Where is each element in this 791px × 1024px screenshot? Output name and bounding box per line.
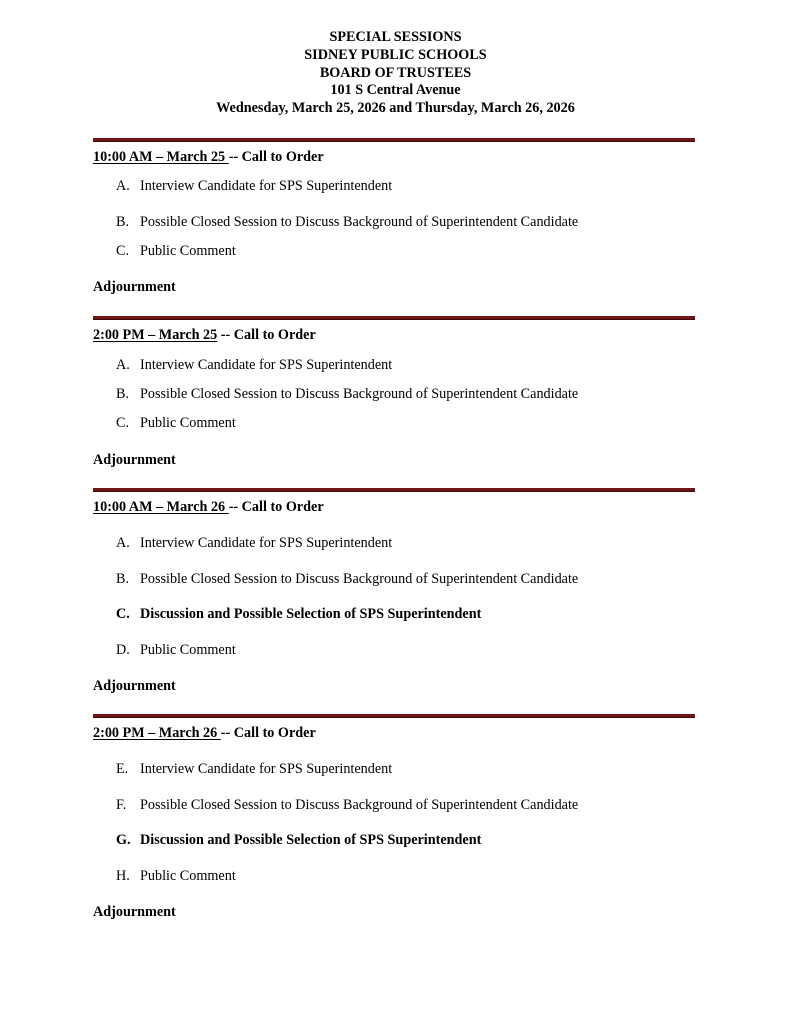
agenda-item xyxy=(116,213,578,231)
call-to-order: -- Call to Order xyxy=(217,327,316,343)
call-to-order: -- Call to Order xyxy=(228,149,324,165)
item-text: Interview Candidate for SPS Superintendent xyxy=(140,761,393,777)
agenda-item-highlighted xyxy=(116,831,481,849)
call-to-order: -- Call to Order xyxy=(228,499,324,515)
item-letter: E. xyxy=(116,761,129,777)
item-letter: F. xyxy=(116,797,127,813)
item-text: Possible Closed Session to Discuss Background of Superintendent Candidate xyxy=(140,214,579,230)
agenda-item xyxy=(116,242,236,260)
call-to-order: -- Call to Order xyxy=(220,725,316,741)
item-text: Public Comment xyxy=(140,415,236,431)
item-text: Interview Candidate for SPS Superintendent xyxy=(140,357,393,373)
item-text: Possible Closed Session to Discuss Background of Superintendent Candidate xyxy=(140,797,579,813)
adjournment: Adjournment xyxy=(93,279,176,295)
agenda-item xyxy=(116,414,236,432)
header-board: BOARD OF TRUSTEES xyxy=(319,64,472,81)
header-district: SIDNEY PUBLIC SCHOOLS xyxy=(304,46,487,63)
session-time: 2:00 PM – March 25 xyxy=(93,327,218,343)
item-letter: A. xyxy=(116,357,130,373)
section-divider xyxy=(93,488,695,492)
session-heading xyxy=(93,724,316,742)
header-session-type: SPECIAL SESSIONS xyxy=(329,29,462,45)
item-letter: A. xyxy=(116,178,130,194)
session-heading xyxy=(93,148,324,166)
session-time: 2:00 PM – March 26 xyxy=(93,725,221,741)
adjournment: Adjournment xyxy=(93,904,176,920)
item-letter: H. xyxy=(116,868,130,884)
section-divider xyxy=(93,714,695,718)
item-letter: B. xyxy=(116,214,130,230)
agenda-item xyxy=(116,760,392,778)
session-heading xyxy=(93,326,316,344)
item-letter: C. xyxy=(116,415,130,431)
item-text: Discussion and Possible Selection of SPS Superintendent xyxy=(140,606,482,622)
agenda-item xyxy=(116,867,236,885)
document-header xyxy=(0,29,791,118)
adjournment: Adjournment xyxy=(93,678,176,694)
agenda-item xyxy=(116,385,578,403)
session-heading xyxy=(93,498,324,516)
item-letter: B. xyxy=(116,386,130,402)
item-letter: B. xyxy=(116,571,130,587)
item-letter: C. xyxy=(116,243,130,259)
session-time: 10:00 AM – March 26 xyxy=(93,499,229,515)
item-letter: D. xyxy=(116,642,130,658)
item-text: Public Comment xyxy=(140,642,236,658)
agenda-item xyxy=(116,534,392,552)
agenda-item xyxy=(116,356,392,374)
item-text: Possible Closed Session to Discuss Background of Superintendent Candidate xyxy=(140,571,579,587)
section-divider xyxy=(93,138,695,142)
section-divider xyxy=(93,316,695,320)
adjournment: Adjournment xyxy=(93,452,176,468)
item-letter: G. xyxy=(116,832,131,848)
agenda-item xyxy=(116,641,236,659)
item-letter: C. xyxy=(116,606,130,622)
item-text: Possible Closed Session to Discuss Background of Superintendent Candidate xyxy=(140,386,579,402)
item-letter: A. xyxy=(116,535,130,551)
header-dates: Wednesday, March 25, 2026 and Thursday, March 26, 2026 xyxy=(216,100,575,117)
session-time: 10:00 AM – March 25 xyxy=(93,149,229,165)
agenda-item-highlighted xyxy=(116,605,481,623)
item-text: Public Comment xyxy=(140,243,236,259)
agenda-item xyxy=(116,177,392,195)
agenda-item xyxy=(116,796,578,814)
header-address: 101 S Central Avenue xyxy=(330,82,461,99)
item-text: Public Comment xyxy=(140,868,236,884)
agenda-item xyxy=(116,570,578,588)
item-text: Interview Candidate for SPS Superintendent xyxy=(140,535,393,551)
item-text: Interview Candidate for SPS Superintendent xyxy=(140,178,393,194)
item-text: Discussion and Possible Selection of SPS Superintendent xyxy=(140,832,482,848)
